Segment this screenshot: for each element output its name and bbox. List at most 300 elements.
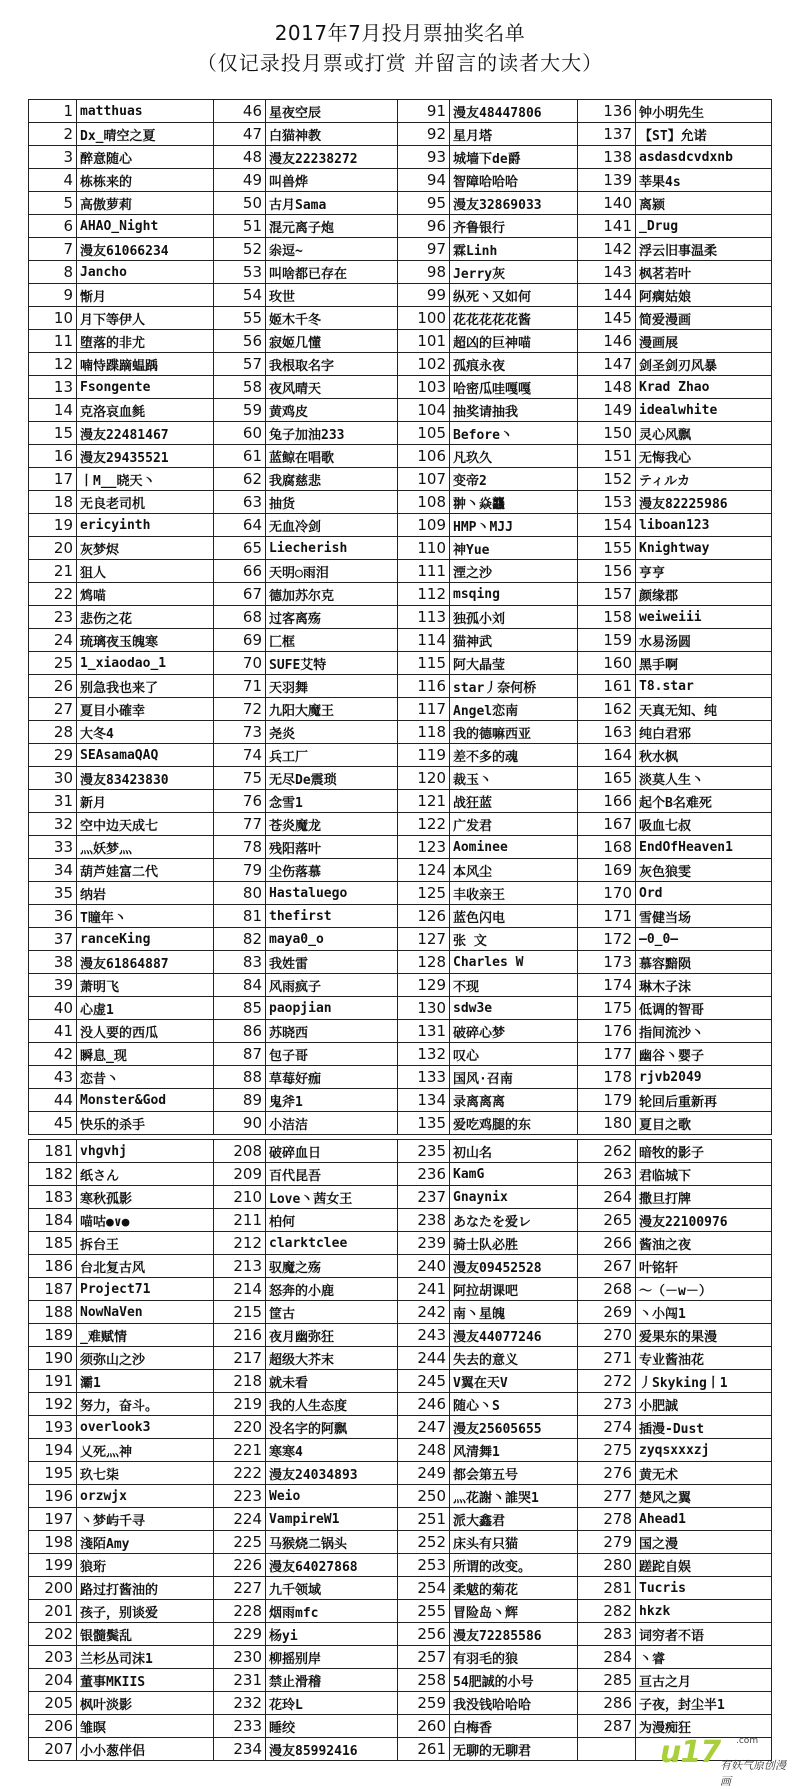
entry-number: 18 [29,491,77,514]
entry-number: 189 [29,1324,77,1347]
entry-number: 193 [29,1416,77,1439]
reader-name: 寂姬几懂 [266,330,398,353]
table-row [29,399,772,422]
table-row [29,882,772,905]
header [0,18,800,78]
entry-number: 175 [578,997,636,1020]
entry-number: 11 [29,330,77,353]
entry-number: 123 [398,836,450,859]
entry-number: 238 [398,1209,450,1232]
entry-number: 284 [578,1646,636,1669]
reader-name: rjvb2049 [636,1066,772,1089]
reader-name: 尘伤落慕 [266,859,398,882]
reader-name: zyqsxxxzj [636,1439,772,1462]
reader-name: 无聊的无聊君 [450,1738,578,1761]
reader-name: 驭魔之殇 [266,1255,398,1278]
reader-name: 月下等伊人 [77,307,214,330]
reader-name: 纵死丶又如何 [450,284,578,307]
table-row [29,583,772,606]
entry-number: 237 [398,1186,450,1209]
reader-name: VampireW1 [266,1508,398,1531]
entry-number: 266 [578,1232,636,1255]
reader-name: 匚框 [266,629,398,652]
entry-number: 269 [578,1301,636,1324]
entry-number: 163 [578,721,636,744]
entry-number: 252 [398,1531,450,1554]
entry-number: 86 [214,1020,266,1043]
reader-name: 小小葱伴侣 [77,1738,214,1761]
reader-name: 阿拉胡课吧 [450,1278,578,1301]
reader-name: 百代昆吾 [266,1163,398,1186]
table-row [29,261,772,284]
entry-number: 65 [214,537,266,560]
entry-number: 270 [578,1324,636,1347]
entry-number: 89 [214,1089,266,1112]
entry-number: 283 [578,1623,636,1646]
table-row [29,169,772,192]
entry-number: 120 [398,767,450,790]
entry-number: 20 [29,537,77,560]
reader-name: 我腐慈悲 [266,468,398,491]
reader-name: 柳摇别岸 [266,1646,398,1669]
entry-number: 44 [29,1089,77,1112]
table-row [29,1646,772,1669]
reader-name: 九千领域 [266,1577,398,1600]
entry-number: 8 [29,261,77,284]
reader-name: 叫兽烨 [266,169,398,192]
entry-number: 59 [214,399,266,422]
entry-number: 153 [578,491,636,514]
reader-name: 天羽舞 [266,675,398,698]
reader-name: AHAO_Night [77,215,214,238]
entry-number: 245 [398,1370,450,1393]
table-row [29,238,772,261]
reader-name: 漫友72285586 [450,1623,578,1646]
reader-name: 变帝2 [450,468,578,491]
reader-name: 心虚1 [77,997,214,1020]
entry-number: 28 [29,721,77,744]
reader-name: 白梅香 [450,1715,578,1738]
reader-name: 幽谷丶婴子 [636,1043,772,1066]
reader-name: 花花花花花酱 [450,307,578,330]
entry-number: 133 [398,1066,450,1089]
entry-number: 48 [214,146,266,169]
reader-name: 阿瘸姑娘 [636,284,772,307]
reader-name: 路过打酱油的 [77,1577,214,1600]
table-row [29,721,772,744]
reader-name: 吸血七叔 [636,813,772,836]
entry-number: 109 [398,514,450,537]
reader-name: 爱吃鸡腿的东 [450,1112,578,1135]
table-row [29,100,772,123]
reader-name: 包子哥 [266,1043,398,1066]
reader-name: 失去的意义 [450,1347,578,1370]
reader-name: 拆台王 [77,1232,214,1255]
entry-number: 61 [214,445,266,468]
reader-name: Krad Zhao [636,376,772,399]
table-row [29,1600,772,1623]
entry-number: 236 [398,1163,450,1186]
reader-name: 简爱漫画 [636,307,772,330]
reader-name: 葫芦娃富二代 [77,859,214,882]
reader-name: 我姓雷 [266,951,398,974]
entry-number: 150 [578,422,636,445]
entry-number: 171 [578,905,636,928]
entry-number: 204 [29,1669,77,1692]
reader-name: 指间流沙丶 [636,1020,772,1043]
entry-number: 277 [578,1485,636,1508]
entry-number: 131 [398,1020,450,1043]
reader-name: 随心丶S [450,1393,578,1416]
table-row [29,606,772,629]
reader-name: 台北复古风 [77,1255,214,1278]
reader-name: 苍炎魔龙 [266,813,398,836]
table-row [29,376,772,399]
roster-table-2 [28,1139,772,1761]
reader-name: 睡绞 [266,1715,398,1738]
reader-name: 漫友82225986 [636,491,772,514]
entry-number: 228 [214,1600,266,1623]
reader-name: 我没钱哈哈哈 [450,1692,578,1715]
entry-number: 29 [29,744,77,767]
reader-name: 雏暝 [77,1715,214,1738]
reader-name: 【ST】允诺 [636,123,772,146]
reader-name: 灬花謝丶誰哭1 [450,1485,578,1508]
reader-name: sdw3e [450,997,578,1020]
entry-number: 223 [214,1485,266,1508]
table-row [29,675,772,698]
watermark-tagline: 有妖气原创漫画 [720,1759,786,1788]
table-row [29,1112,772,1135]
reader-name: 姬木千冬 [266,307,398,330]
reader-name: 霖Linh [450,238,578,261]
entry-number: 78 [214,836,266,859]
entry-number: 264 [578,1186,636,1209]
reader-name: 黄无术 [636,1462,772,1485]
roster-table-1 [28,99,772,1135]
entry-number: 144 [578,284,636,307]
entry-number: 114 [398,629,450,652]
entry-number: 257 [398,1646,450,1669]
reader-name: 秋水枫 [636,744,772,767]
reader-name: Monster&God [77,1089,214,1112]
entry-number: 148 [578,376,636,399]
table-row [29,1508,772,1531]
reader-name: 纯白君邪 [636,721,772,744]
entry-number: 71 [214,675,266,698]
reader-name: 漫画展 [636,330,772,353]
reader-name: 狼珩 [77,1554,214,1577]
entry-number: 5 [29,192,77,215]
entry-number: 91 [398,100,450,123]
reader-name: Love丶茜女王 [266,1186,398,1209]
reader-name: 没人要的西瓜 [77,1020,214,1043]
entry-number: 75 [214,767,266,790]
table-row [29,1485,772,1508]
entry-number: 271 [578,1347,636,1370]
table-row [29,1324,772,1347]
entry-number: 110 [398,537,450,560]
reader-name: 城墙下de爵 [450,146,578,169]
table-row [29,951,772,974]
entry-number: 118 [398,721,450,744]
table-row [29,836,772,859]
table-row [29,1347,772,1370]
entry-number: 90 [214,1112,266,1135]
reader-name: 丿Skyking丨1 [636,1370,772,1393]
entry-number: 96 [398,215,450,238]
entry-number: 55 [214,307,266,330]
reader-name: 抽奖请抽我 [450,399,578,422]
reader-name: 抽货 [266,491,398,514]
entry-number: 207 [29,1738,77,1761]
reader-name: Knightway [636,537,772,560]
reader-name: 花玲L [266,1692,398,1715]
reader-name: 恋昔丶 [77,1066,214,1089]
reader-name: 漫友85992416 [266,1738,398,1761]
entry-number: 186 [29,1255,77,1278]
reader-name: 小肥誠 [636,1393,772,1416]
entry-number: 52 [214,238,266,261]
reader-name: 丶睿 [636,1646,772,1669]
entry-number: 191 [29,1370,77,1393]
entry-number: 62 [214,468,266,491]
entry-number: 227 [214,1577,266,1600]
reader-name: 破碎血日 [266,1140,398,1163]
table-row [29,1554,772,1577]
table-row [29,1692,772,1715]
reader-name: 漫友22481467 [77,422,214,445]
reader-name: V翼在天V [450,1370,578,1393]
reader-name: 雪健当场 [636,905,772,928]
entry-number: 46 [214,100,266,123]
table-row [29,744,772,767]
entry-number: 35 [29,882,77,905]
entry-number: 105 [398,422,450,445]
table-row [29,1278,772,1301]
entry-number: 79 [214,859,266,882]
reader-name: _难赋情 [77,1324,214,1347]
reader-name: 漫友61864887 [77,951,214,974]
table-row [29,1669,772,1692]
reader-name: 智障哈哈哈 [450,169,578,192]
entry-number: 141 [578,215,636,238]
table-row [29,330,772,353]
table-row [29,905,772,928]
entry-number: 212 [214,1232,266,1255]
table-row [29,1163,772,1186]
table-row [29,491,772,514]
reader-name: 离颍 [636,192,772,215]
entry-number: 286 [578,1692,636,1715]
entry-number: 262 [578,1140,636,1163]
reader-name: 骑士队必胜 [450,1232,578,1255]
entry-number: 97 [398,238,450,261]
entry-number: 158 [578,606,636,629]
entry-number: 276 [578,1462,636,1485]
entry-number: 16 [29,445,77,468]
reader-name: 纳岩 [77,882,214,905]
entry-number: 74 [214,744,266,767]
entry-number: 2 [29,123,77,146]
table-row [29,146,772,169]
reader-name: 小洁洁 [266,1112,398,1135]
reader-name: Fsongente [77,376,214,399]
reader-name: 混元离子炮 [266,215,398,238]
table-row [29,1186,772,1209]
entry-number: 178 [578,1066,636,1089]
entry-number: 164 [578,744,636,767]
entry-number: 203 [29,1646,77,1669]
table-row [29,123,772,146]
reader-name: 灬妖梦灬 [77,836,214,859]
reader-name: Tucris [636,1577,772,1600]
reader-name: 灵心风飘 [636,422,772,445]
table-row [29,813,772,836]
reader-name: 琉璃夜玉魄寒 [77,629,214,652]
reader-name: 丨M__晓天丶 [77,468,214,491]
entry-number: 259 [398,1692,450,1715]
reader-name: 漫友61066234 [77,238,214,261]
reader-name: 枫茗若叶 [636,261,772,284]
reader-name: 孩子，别谈爱 [77,1600,214,1623]
reader-name: ～（－w－） [636,1278,772,1301]
entry-number: 254 [398,1577,450,1600]
reader-name: 灞1 [77,1370,214,1393]
reader-name: 蓝色闪电 [450,905,578,928]
reader-name: 漫友22238272 [266,146,398,169]
reader-name: _Drug [636,215,772,238]
reader-name: 专业酱油花 [636,1347,772,1370]
entry-number: 77 [214,813,266,836]
entry-number: 274 [578,1416,636,1439]
entry-number: 94 [398,169,450,192]
entry-number: 258 [398,1669,450,1692]
entry-number: 181 [29,1140,77,1163]
reader-name: 灰色狼雯 [636,859,772,882]
entry-number: 162 [578,698,636,721]
entry-number: 246 [398,1393,450,1416]
entry-number: 224 [214,1508,266,1531]
entry-number: 73 [214,721,266,744]
entry-number: 66 [214,560,266,583]
entry-number: 151 [578,445,636,468]
entry-number: 130 [398,997,450,1020]
reader-name: 新月 [77,790,214,813]
reader-name: Dx_晴空之夏 [77,123,214,146]
entry-number: 34 [29,859,77,882]
entry-number: 80 [214,882,266,905]
table-row [29,215,772,238]
entry-number: 231 [214,1669,266,1692]
reader-name: 过客离殇 [266,606,398,629]
entry-number: 143 [578,261,636,284]
reader-name: 漫友32869033 [450,192,578,215]
reader-name: 萧明飞 [77,974,214,997]
entry-number: 155 [578,537,636,560]
entry-number: 202 [29,1623,77,1646]
reader-name: NowNaVen [77,1301,214,1324]
entry-number: 136 [578,100,636,123]
entry-number: 165 [578,767,636,790]
reader-name: T瞳年丶 [77,905,214,928]
table-row [29,537,772,560]
entry-number: 214 [214,1278,266,1301]
entry-number: 226 [214,1554,266,1577]
reader-name: Charles W [450,951,578,974]
reader-name: Angel恋南 [450,698,578,721]
table-row [29,928,772,951]
entry-number: 253 [398,1554,450,1577]
entry-number: 199 [29,1554,77,1577]
entry-number: 23 [29,606,77,629]
entry-number: 95 [398,192,450,215]
entry-number: 205 [29,1692,77,1715]
entry-number: 197 [29,1508,77,1531]
entry-number: 278 [578,1508,636,1531]
reader-name: 叹心 [450,1043,578,1066]
reader-name: 马猴烧二锅头 [266,1531,398,1554]
entry-number: 41 [29,1020,77,1043]
entry-number: 154 [578,514,636,537]
reader-name: msqing [450,583,578,606]
entry-number: 49 [214,169,266,192]
entry-number: 39 [29,974,77,997]
entry-number: 107 [398,468,450,491]
entry-number: 33 [29,836,77,859]
entry-number: 195 [29,1462,77,1485]
reader-name: 慕容黯陨 [636,951,772,974]
reader-name: 我根取名字 [266,353,398,376]
entry-number: 194 [29,1439,77,1462]
reader-name: 狙人 [77,560,214,583]
entry-number: 126 [398,905,450,928]
reader-name: vhgvhj [77,1140,214,1163]
entry-number: 51 [214,215,266,238]
entry-number: 149 [578,399,636,422]
entry-number: 152 [578,468,636,491]
entry-number: 22 [29,583,77,606]
watermark-domain: .com [736,1736,759,1746]
entry-number: 146 [578,330,636,353]
entry-number: 188 [29,1301,77,1324]
reader-name: EndOfHeaven1 [636,836,772,859]
reader-name: 无尽De震琐 [266,767,398,790]
entry-number: 272 [578,1370,636,1393]
reader-name: star丿奈何桥 [450,675,578,698]
reader-name: 超级大芥末 [266,1347,398,1370]
entry-number: 104 [398,399,450,422]
table-row [29,997,772,1020]
reader-name: 浮云旧事温柔 [636,238,772,261]
entry-number: 213 [214,1255,266,1278]
entry-number: 279 [578,1531,636,1554]
entry-number: 26 [29,675,77,698]
entry-number: 230 [214,1646,266,1669]
entry-number: 108 [398,491,450,514]
entry-number: 200 [29,1577,77,1600]
table-row [29,284,772,307]
entry-number: 115 [398,652,450,675]
table-row [29,422,772,445]
site-watermark-logo [660,1735,790,1788]
reader-name: Project71 [77,1278,214,1301]
reader-name: 剑圣剑刃风暴 [636,353,772,376]
entry-number: 42 [29,1043,77,1066]
entry-number: 233 [214,1715,266,1738]
entry-number: 187 [29,1278,77,1301]
entry-number: 88 [214,1066,266,1089]
